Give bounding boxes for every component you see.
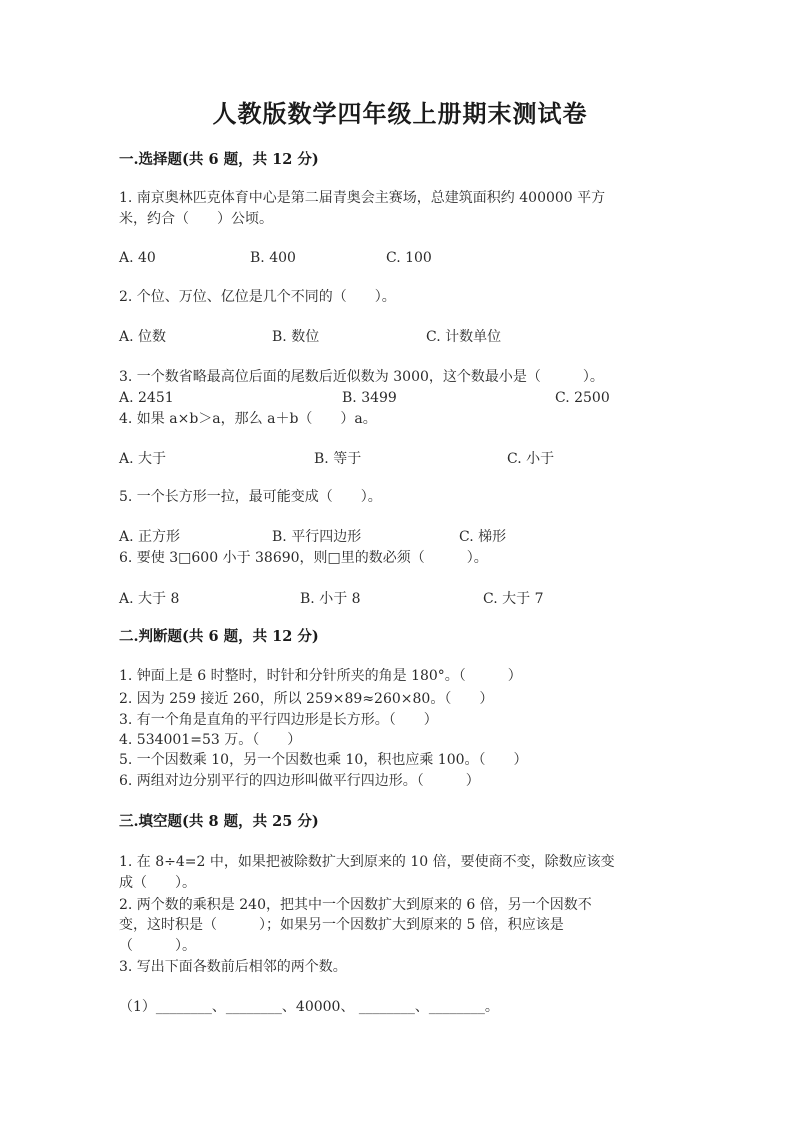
question-4-stem: 4. 如果 a×b＞a，那么 a＋b（ ）a。 (119, 411, 377, 427)
fill-blank-q1-line-2: 成（ ）。 (119, 875, 196, 891)
section-header-judgement: 二.判断题(共 6 题，共 12 分) (119, 628, 319, 645)
fill-blank-q3-stem: 3. 写出下面各数前后相邻的两个数。 (119, 959, 347, 975)
fill-blank-q2-line-3: （ ）。 (119, 938, 196, 954)
question-2-stem: 2. 个位、万位、亿位是几个不同的（ ）。 (119, 289, 396, 305)
judgement-item-4: 4. 534001=53 万。（ ） (119, 732, 302, 748)
page-title: 人教版数学四年级上册期末测试卷 (212, 99, 588, 128)
question-5-option-b: B. 平行四边形 (272, 529, 362, 545)
question-3-stem: 3. 一个数省略最高位后面的尾数后近似数为 3000，这个数最小是（ ）。 (119, 369, 604, 385)
question-3-option-a: A. 2451 (119, 390, 174, 406)
fill-blank-q1-line-1: 1. 在 8÷4=2 中，如果把被除数扩大到原来的 10 倍，要使商不变，除数应该变 (119, 854, 615, 870)
question-5-option-c: C. 梯形 (459, 529, 507, 545)
question-2-option-b: B. 数位 (272, 329, 320, 345)
question-6-option-a: A. 大于 8 (119, 591, 180, 607)
judgement-item-6: 6. 两组对边分别平行的四边形叫做平行四边形。（ ） (119, 773, 480, 789)
fill-blank-q3-sub-1: （1）________、________、40000、 ________、________。 (119, 999, 499, 1015)
question-4-option-b: B. 等于 (314, 451, 362, 467)
section-header-choice: 一.选择题(共 6 题，共 12 分) (119, 151, 319, 168)
judgement-item-2: 2. 因为 259 接近 260，所以 259×89≈260×80。（ ） (119, 691, 494, 707)
judgement-item-1: 1. 钟面上是 6 时整时，时针和分针所夹的角是 180°。（ ） (119, 668, 522, 684)
question-3-option-b: B. 3499 (342, 390, 397, 406)
question-1-option-c: C. 100 (386, 250, 432, 266)
question-2-option-c: C. 计数单位 (426, 329, 502, 345)
section-header-fill-blank: 三.填空题(共 8 题，共 25 分) (119, 813, 319, 830)
question-3-option-c: C. 2500 (555, 390, 610, 406)
question-1-stem-line-1: 1. 南京奥林匹克体育中心是第二届青奥会主赛场，总建筑面积约 400000 平方 (119, 190, 606, 206)
question-6-option-c: C. 大于 7 (483, 591, 544, 607)
question-1-option-a: A. 40 (119, 250, 156, 266)
question-5-stem: 5. 一个长方形一拉，最可能变成（ ）。 (119, 489, 382, 505)
question-2-option-a: A. 位数 (119, 329, 167, 345)
question-6-option-b: B. 小于 8 (300, 591, 361, 607)
judgement-item-3: 3. 有一个角是直角的平行四边形是长方形。（ ） (119, 712, 438, 728)
question-4-option-c: C. 小于 (507, 451, 555, 467)
judgement-item-5: 5. 一个因数乘 10，另一个因数也乘 10，积也应乘 100。（ ） (119, 752, 528, 768)
question-6-stem: 6. 要使 3□600 小于 38690，则□里的数必须（ ）。 (119, 550, 488, 566)
fill-blank-q2-line-2: 变，这时积是（ ）；如果另一个因数扩大到原来的 5 倍，积应该是 (119, 917, 564, 933)
question-1-stem-line-2: 米，约合（ ）公顷。 (119, 211, 273, 227)
question-1-option-b: B. 400 (250, 250, 296, 266)
question-4-option-a: A. 大于 (119, 451, 167, 467)
question-5-option-a: A. 正方形 (119, 529, 181, 545)
fill-blank-q2-line-1: 2. 两个数的乘积是 240，把其中一个因数扩大到原来的 6 倍，另一个因数不 (119, 897, 592, 913)
